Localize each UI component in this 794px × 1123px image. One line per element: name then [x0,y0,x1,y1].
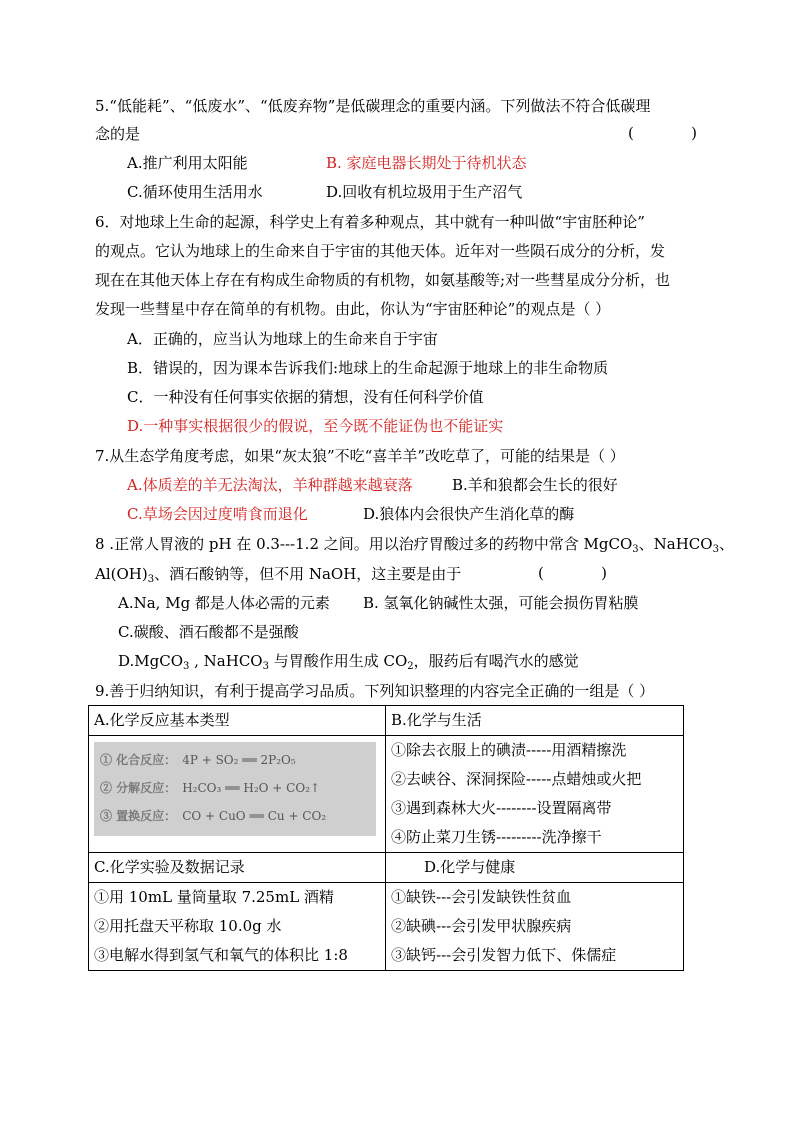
table-cell-a [89,736,386,853]
reaction-line-2: ② 分解反应： H₂CO₃ ══ H₂O + CO₂↑ [100,781,321,795]
q7-option-b: B.羊和狼都会生长的很好 [452,476,618,494]
q8-option-c: C.碳酸、酒石酸都不是强酸 [118,623,299,641]
q8-option-b: B. 氢氧化钠碱性太强，可能会损伤胃粘膜 [363,594,639,612]
list-item: ③电解水得到氢气和氧气的体积比 1:8 [94,946,348,964]
q6-stem-line1: 6．对地球上生命的起源，科学史上有着多种观点，其中就有一种叫做“宇宙胚种论” [95,213,645,231]
q9-stem: 9.善于归纳知识，有利于提高学习品质。下列知识整理的内容完全正确的一组是（ ） [95,682,655,700]
q7-option-a: A.体质差的羊无法淘汰，羊种群越来越衰落 [127,476,413,494]
q6-stem-line3: 现在在其他天体上存在有构成生命物质的有机物，如氨基酸等;对一些彗星成分分析，也 [95,271,671,289]
reaction-line-3: ③ 置换反应： CO + CuO ══ Cu + CO₂ [100,809,327,823]
table-cell-b [386,736,684,853]
q5-option-d: D.回收有机垃圾用于生产沼气 [326,183,523,201]
q9-knowledge-table [88,705,684,971]
list-item: ②去峡谷、深洞探险-----点蜡烛或火把 [391,770,642,788]
q5-option-a: A.推广利用太阳能 [127,154,248,172]
list-item: ②缺碘---会引发甲状腺疾病 [391,917,572,935]
table-header-d: D.化学与健康 [386,853,684,883]
q5-option-c: C.循环使用生活用水 [127,183,263,201]
list-item: ②用托盘天平称取 10.0g 水 [94,917,282,935]
q6-option-d: D.一种事实根据很少的假说，至今既不能证伪也不能证实 [127,417,504,435]
q8-stem-line1: 8 .正常人胃液的 pH 在 0.3---1.2 之间。用以治疗胃酸过多的药物中常含 MgCO$_3$、NaHCO$_3$、 [95,535,734,555]
list-item: ①缺铁---会引发缺铁性贫血 [391,888,572,906]
reaction-line-1: ① 化合反应： 4P + SO₂ ══ 2P₂O₅ [100,753,296,767]
q6-option-b: B．错误的，因为课本告诉我们:地球上的生命起源于地球上的非生命物质 [127,359,609,377]
table-cell-d [386,883,684,971]
table-cell-c [89,883,386,971]
q6-option-c: C．一种没有任何事实依据的猜想，没有任何科学价值 [127,388,484,406]
q8-option-d: D.MgCO$_3$ , NaHCO$_3$ 与胃酸作用生成 $CO_2$，服药后有喝汽水的感觉 [118,652,579,672]
q8-answer-paren: ( ) [538,564,607,582]
q5-stem-line1: 5.“低能耗”、“低废水”、“低废弃物”是低碳理念的重要内涵。下列做法不符合低碳理 [95,97,651,115]
q5-stem-line2: 念的是 [95,125,141,143]
q7-stem: 7.从生态学角度考虑，如果“灰太狼”不吃“喜羊羊”改吃草了，可能的结果是（ ） [95,447,625,465]
q8-stem-line2: $Al(OH)_3$、酒石酸钠等，但不用 NaOH，这主要是由于 [95,565,462,585]
q5-answer-paren: ( ) [628,124,697,142]
list-item: ③遇到森林大火--------设置隔离带 [391,799,612,817]
q6-stem-line4: 发现一些彗星中存在简单的有机物。由此，你认为“宇宙胚种论”的观点是（ ） [95,300,611,318]
list-item: ①除去衣服上的碘渍-----用酒精擦洗 [391,741,627,759]
q6-option-a: A．正确的，应当认为地球上的生命来自于宇宙 [127,330,438,348]
table-header-b: B.化学与生活 [386,706,684,736]
q7-option-c: C.草场会因过度啃食而退化 [127,505,308,523]
list-item: ④防止菜刀生锈---------洗净擦干 [391,828,602,846]
list-item: ③缺钙---会引发智力低下、侏儒症 [391,946,617,964]
table-header-a: A.化学反应基本类型 [89,706,386,736]
q6-stem-line2: 的观点。它认为地球上的生命来自于宇宙的其他天体。近年对一些陨石成分的分析，发 [95,242,666,260]
table-header-c: C.化学实验及数据记录 [89,853,386,883]
q7-option-d: D.狼体内会很快产生消化草的酶 [363,505,575,523]
list-item: ①用 10mL 量筒量取 7.25mL 酒精 [94,888,334,906]
reaction-equations-image [94,742,376,836]
q8-option-a: A.Na, Mg 都是人体必需的元素 [118,594,330,612]
q5-option-b: B. 家庭电器长期处于待机状态 [326,154,527,172]
